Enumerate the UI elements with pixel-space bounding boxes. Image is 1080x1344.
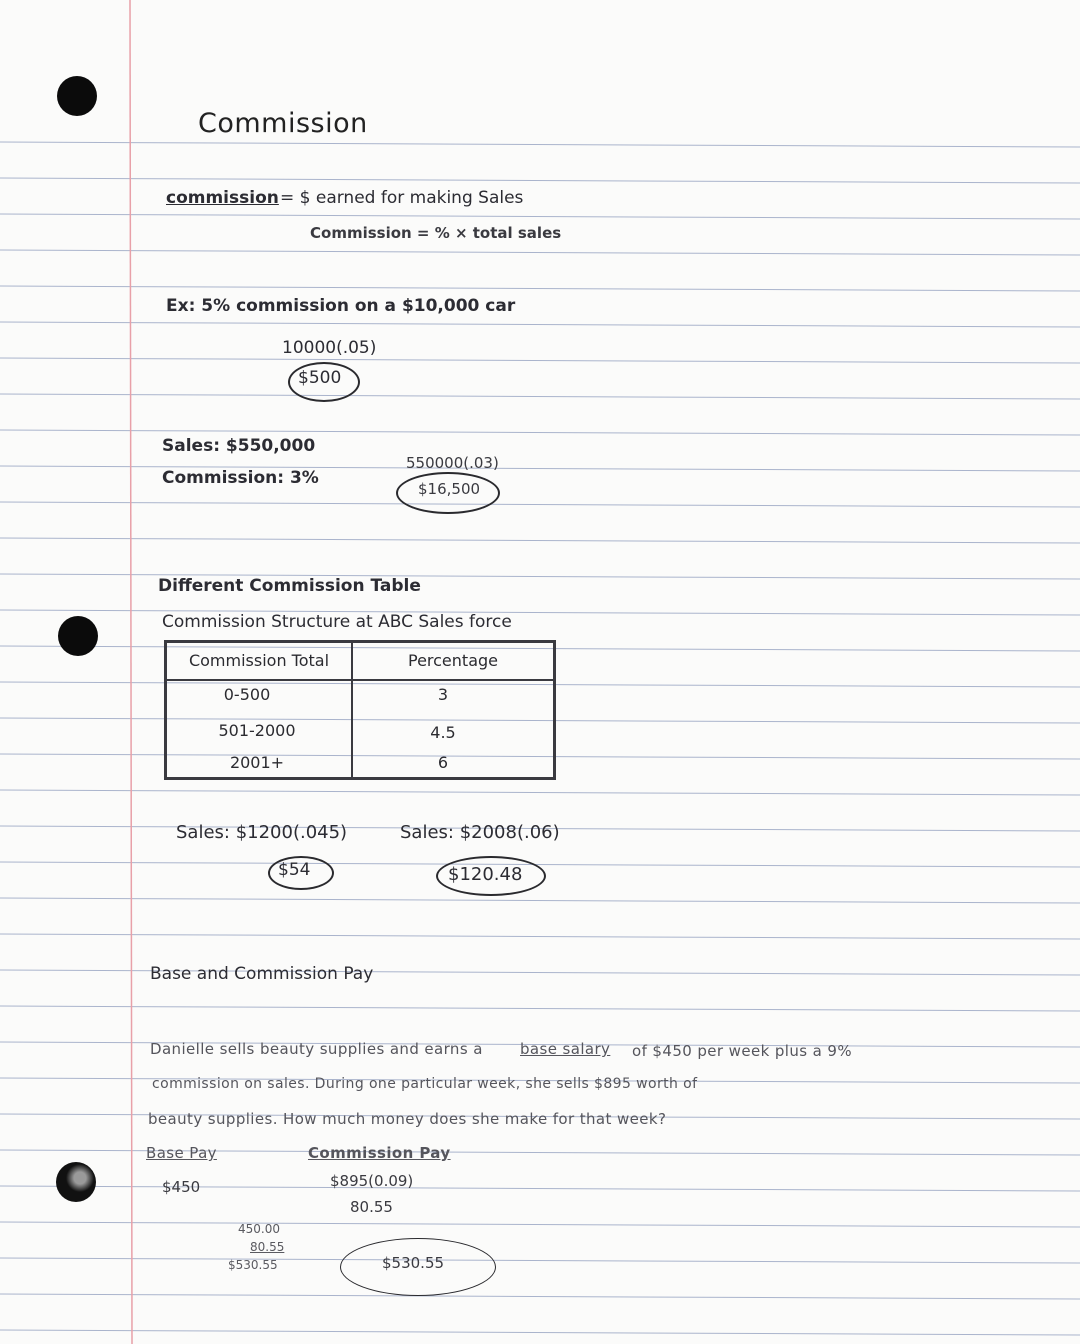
final-answer: $530.55 — [382, 1254, 445, 1272]
example1-answer: $500 — [298, 368, 342, 388]
example2-sales: Sales: $550,000 — [162, 436, 316, 456]
example2-work: 550000(.03) — [406, 454, 499, 472]
table-cell-pct-1: 3 — [437, 685, 449, 704]
table-cell-total-3: 2001+ — [229, 753, 285, 772]
problem-line1-c: of $450 per week plus a 9% — [632, 1042, 852, 1060]
example2-answer: $16,500 — [418, 480, 481, 498]
binder-hole-bottom — [56, 1162, 96, 1202]
problem-line2: commission on sales. During one particular week, she sells $895 worth of — [152, 1076, 698, 1092]
binder-hole-middle — [58, 616, 98, 656]
table-cell-total-2: 501-2000 — [218, 721, 296, 740]
base-pay-value: $450 — [162, 1178, 201, 1196]
example1-work: 10000(.05) — [282, 338, 377, 358]
definition-text: = $ earned for making Sales — [280, 188, 524, 208]
table-header-divider — [167, 679, 553, 681]
example3-right-answer: $120.48 — [448, 864, 523, 885]
definition-formula: Commission = % × total sales — [310, 224, 562, 242]
table-cell-pct-3: 6 — [437, 753, 449, 772]
sum-mid: 80.55 — [250, 1240, 285, 1254]
definition-term: commission — [166, 188, 279, 208]
problem-line1-a: Danielle sells beauty supplies and earns a — [150, 1040, 483, 1058]
table-heading: Different Commission Table — [158, 576, 421, 596]
problem-line1-base-salary: base salary — [520, 1040, 611, 1058]
commission-pay-label: Commission Pay — [308, 1144, 451, 1162]
sum-total: $530.55 — [228, 1258, 278, 1272]
example3-right-work: Sales: $2008(.06) — [400, 822, 560, 843]
table-header-percentage: Percentage — [407, 651, 498, 670]
base-section-heading: Base and Commission Pay — [150, 964, 374, 984]
base-pay-label: Base Pay — [146, 1144, 217, 1162]
commission-pay-result: 80.55 — [350, 1198, 393, 1216]
binder-hole-top — [57, 76, 97, 116]
table-cell-pct-2: 4.5 — [430, 723, 456, 742]
table-caption: Commission Structure at ABC Sales force — [162, 612, 512, 632]
sum-top: 450.00 — [238, 1222, 280, 1236]
example3-left-work: Sales: $1200(.045) — [176, 822, 348, 843]
example1-prompt: Ex: 5% commission on a $10,000 car — [166, 296, 516, 316]
table-cell-total-1: 0-500 — [223, 685, 271, 704]
commission-table — [164, 640, 556, 780]
commission-pay-work: $895(0.09) — [330, 1172, 414, 1190]
example2-commission: Commission: 3% — [162, 468, 319, 488]
page-title: Commission — [198, 108, 368, 139]
example3-left-answer: $54 — [278, 860, 311, 880]
problem-line3: beauty supplies. How much money does she make for that week? — [148, 1110, 667, 1128]
table-header-total: Commission Total — [188, 651, 330, 670]
